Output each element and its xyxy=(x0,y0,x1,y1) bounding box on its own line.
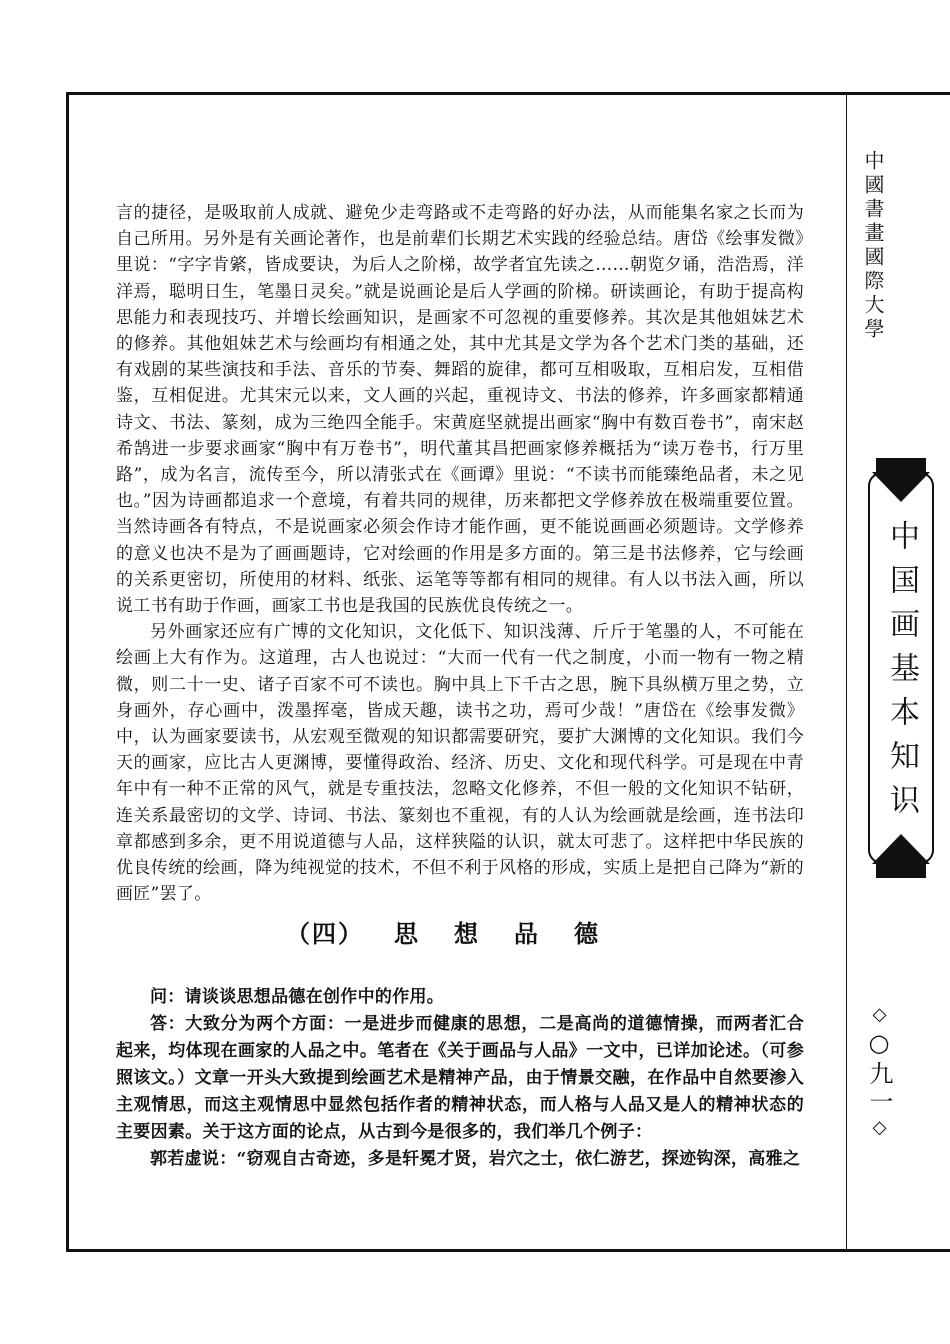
answer-text: 答：大致分为两个方面：一是进步而健康的思想，二是高尚的道德情操，而两者汇合起来，均体现在画家的人品之中。笔者在《关于画品与人品》一文中，已详加论述。（可参照该文。）文章一开头大致提到绘画艺术是精神产品，由于情景交融，在作品中自然要渗入主观情思，而这主观情思中显然包括作者的精神状态，而人格与人品又是人的精神状态的主要因素。关于这方面的论点，从古到今是很多的，我们举几个例子： xyxy=(116,1014,804,1142)
paragraph-2: 另外画家还应有广博的文化知识，文化低下、知识浅薄、斤斤于笔墨的人，不可能在绘画上大有作为。这道理，古人也说过：“大而一代有一代之制度，小而一物有一物之精微，则二十一史、诸子百家不可不读也。胸中具上下千古之思，腕下具纵横万里之势，立身画外，存心画中，泼墨挥毫，皆成天趣，读书之功，焉可少哉！”唐岱在《绘事发微》中，认为画家要读书，从宏观至微观的知识都需要研究，要扩大渊博的文化知识。我们今天的画家，应比古人更渊博，要懂得政治、经济、历史、文化和现代科学。可是现在中青年中有一种不正常的风气，就是专重技法，忽略文化修养，不但一般的文化知识不钻研，连关系最密切的文学、诗词、书法、篆刻也不重视，有的人认为绘画就是绘画，连书法印章都感到多余，更不用说道德与人品，这样狭隘的认识，就太可悲了。这样把中华民族的优良传统的绘画，降为纯视觉的技术，不但不利于风格的形成，实质上是把自己降为“新的画匠”罢了。 xyxy=(116,622,804,905)
frame-top-edge xyxy=(846,92,950,95)
section-title: 思想品德 xyxy=(394,919,634,948)
page-number-block xyxy=(862,1004,896,1142)
quote-text: 郭若虚说：“窃观自古奇迹，多是轩冕才贤，岩穴之士，依仁游艺，探迹钩深，高雅之 xyxy=(150,1149,801,1169)
section-number: （四） xyxy=(286,919,364,948)
page-number: ○九一 xyxy=(865,1029,893,1117)
book-title-cartouche xyxy=(862,458,942,878)
diamond-icon: ◇ xyxy=(869,1004,890,1029)
section-heading xyxy=(116,914,804,949)
paragraph-1: 言的捷径，是吸取前人成就、避免少走弯路或不走弯路的好办法，从而能集名家之长而为自己所用。另外是有关画论著作，也是前辈们长期艺术实践的经验总结。唐岱《绘事发微》里说：“字字肯綮，皆成要诀，为后人之阶梯，故学者宜先读之……朝览夕诵，浩浩焉，洋洋焉，聪明日生，笔墨日灵矣。”就是说画论是后人学画的阶梯。研读画论，有助于提高构思能力和表现技巧、并增长绘画知识，是画家不可忽视的重要修养。其次是其他姐妹艺术的修养。其他姐妹艺术与绘画均有相通之处，其中尤其是文学为各个艺术门类的基础，还有戏剧的某些演技和手法、音乐的节奏、舞蹈的旋律，都可互相吸取，互相启发，互相借鉴，互相促进。尤其宋元以来，文人画的兴起，重视诗文、书法的修养，许多画家都精通诗文、书法、篆刻，成为三绝四全能手。宋黄庭坚就提出画家“胸中有数百卷书”，南宋赵希鹄进一步要求画家“胸中有万卷书”，明代董其昌把画家修养概括为“读万卷书，行万里路”，成为名言，流传至今，所以清张式在《画谭》里说：“不读书而能臻绝品者，未之见也。”因为诗画都追求一个意境，有着共同的规律，历来都把文学修养放在极端重要位置。当然诗画各有特点，不是说画家必须会作诗才能作画，更不能说画画必须题诗。文学修养的意义也决不是为了画画题诗，它对绘画的作用是多方面的。第三是书法修养，它与绘画的关系更密切，所使用的材料、纸张、运笔等等都有相同的规律。有人以书法入画，所以说工书有助于作画，画家工书也是我国的民族优良传统之一。 xyxy=(116,203,804,617)
cartouche-top-band xyxy=(876,458,926,472)
question-text: 问：请谈谈思想品德在创作中的作用。 xyxy=(150,987,445,1007)
qa-block xyxy=(116,984,804,1173)
sidebar-divider xyxy=(846,92,847,1252)
diamond-icon: ◇ xyxy=(869,1117,890,1142)
body-text xyxy=(116,200,804,907)
book-title: 中国画基本知识 xyxy=(884,520,919,828)
series-title: 中國書畫國際大學 xyxy=(861,150,885,342)
frame-bottom-edge xyxy=(846,1249,950,1252)
cartouche-bottom-band xyxy=(876,864,926,878)
